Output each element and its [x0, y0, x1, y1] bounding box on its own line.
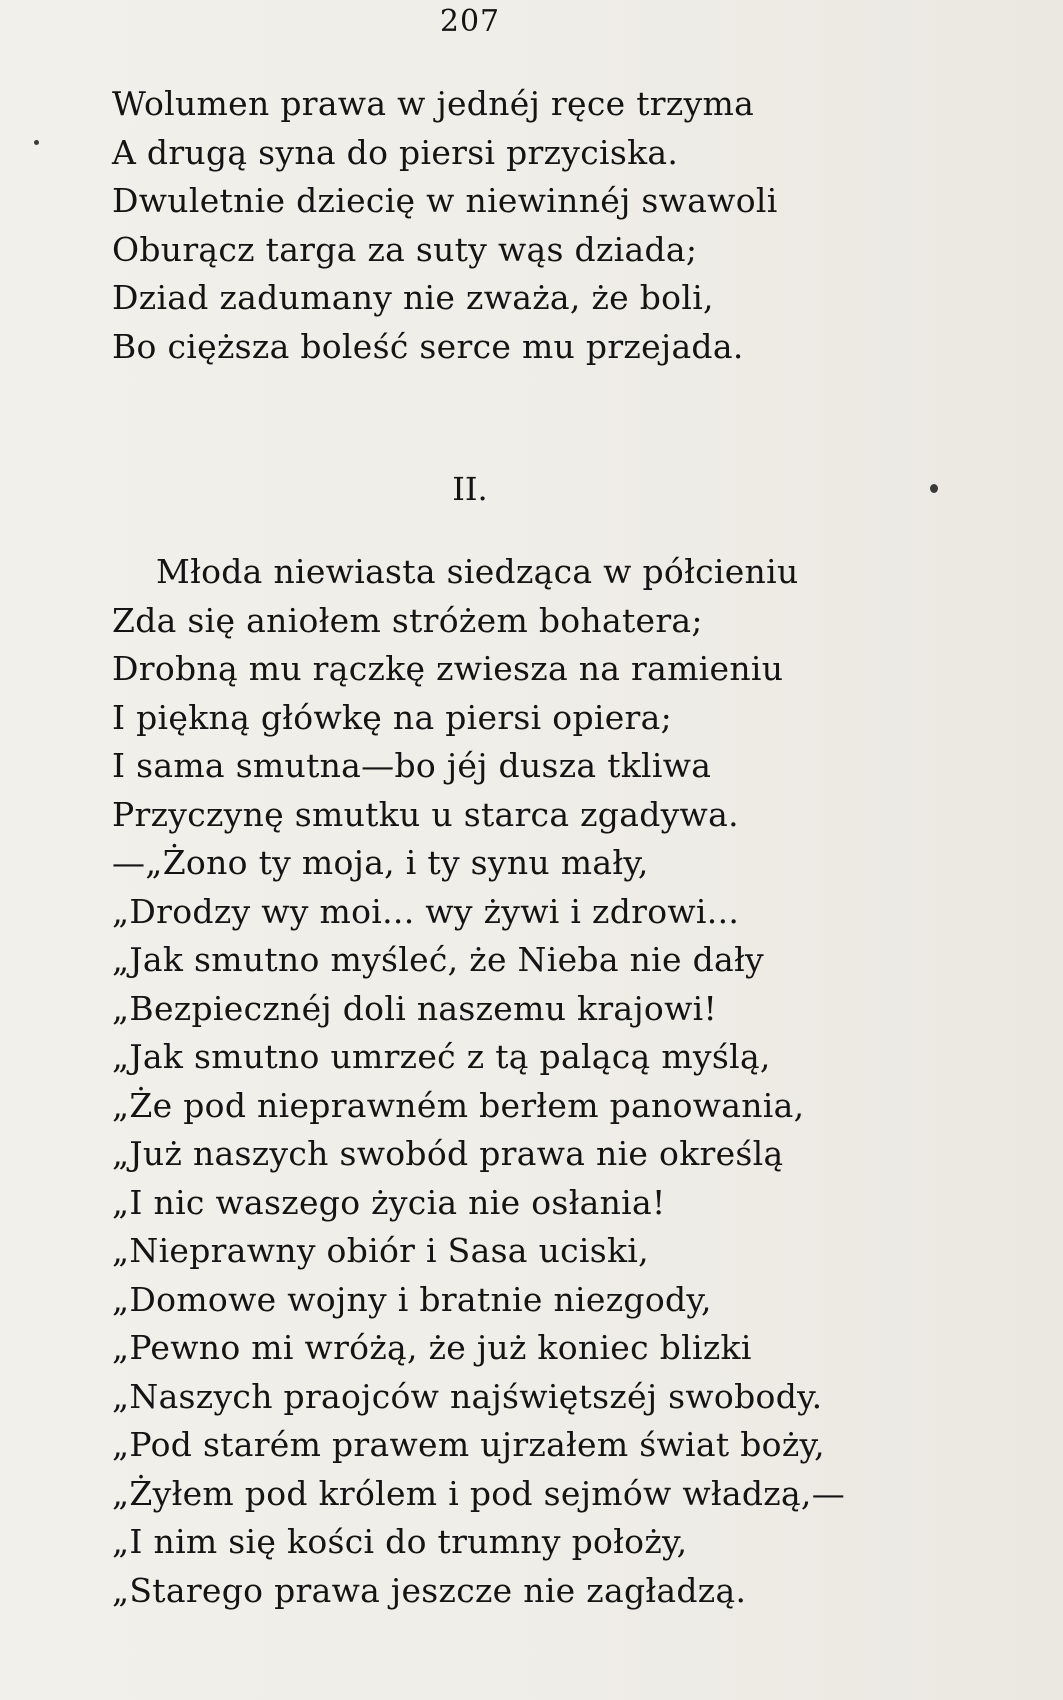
verse-line: „Że pod nieprawném berłem panowania, [112, 1085, 805, 1125]
stanza-2 [112, 548, 845, 1615]
verse-line: Przyczynę smutku u starca zgadywa. [112, 794, 739, 834]
verse-line: „I nim się kości do trumny położy, [112, 1522, 688, 1561]
verse-line: Młoda niewiasta siedząca w półcieniu [156, 552, 799, 591]
verse-line: „Jak smutno umrzeć z tą palącą myślą, [112, 1037, 771, 1076]
verse-line: „Nieprawny obiór i Sasa uciski, [112, 1231, 649, 1270]
page-number: 207 [439, 4, 501, 39]
verse-line: „Bezpiecznéj doli naszemu krajowi! [112, 988, 718, 1028]
verse-line: I sama smutna—bo jéj dusza tkliwa [112, 746, 712, 785]
verse-line: „Domowe wojny i bratnie niezgody, [112, 1279, 712, 1319]
verse-line: „Drodzy wy moi... wy żywi i zdrowi... [112, 891, 740, 931]
verse-line: „Starego prawa jeszcze nie zagładzą. [112, 1570, 747, 1610]
verse-line: Dwuletnie dziecię w niewinnéj swawoli [112, 181, 778, 220]
stanza-1 [112, 80, 778, 371]
verse-line: „Już naszych swobód prawa nie określą [112, 1134, 784, 1173]
verse-line: „Naszych praojców najświętszéj swobody. [112, 1376, 823, 1416]
section-heading: II. [452, 470, 488, 508]
verse-line: Drobną mu rączkę zwiesza na ramieniu [112, 649, 784, 688]
verse-line: „Pewno mi wróżą, że już koniec blizki [112, 1328, 752, 1367]
verse-line: „I nic waszego życia nie osłania! [112, 1182, 666, 1222]
verse-line: Wolumen prawa w jednéj ręce trzyma [112, 84, 755, 123]
verse-line: I piękną główkę na piersi opiera; [112, 697, 673, 737]
verse-line: „Jak smutno myśleć, że Nieba nie dały [112, 940, 764, 979]
verse-line: „Żyłem pod królem i pod sejmów władzą,— [112, 1473, 846, 1513]
verse-line: Zda się aniołem stróżem bohatera; [112, 600, 703, 640]
verse-line: Oburącz targa za suty wąs dziada; [112, 229, 698, 269]
verse-line: —„Żono ty moja, i ty synu mały, [112, 843, 649, 882]
verse-line: A drugą syna do piersi przyciska. [112, 132, 679, 172]
verse-line: Dziad zadumany nie zważa, że boli, [112, 278, 714, 317]
verse-line: „Pod starém prawem ujrzałem świat boży, [112, 1425, 825, 1464]
verse-line: Bo cięższa boleść serce mu przejada. [112, 326, 744, 366]
ink-speck [34, 140, 39, 145]
ink-speck [930, 484, 938, 493]
